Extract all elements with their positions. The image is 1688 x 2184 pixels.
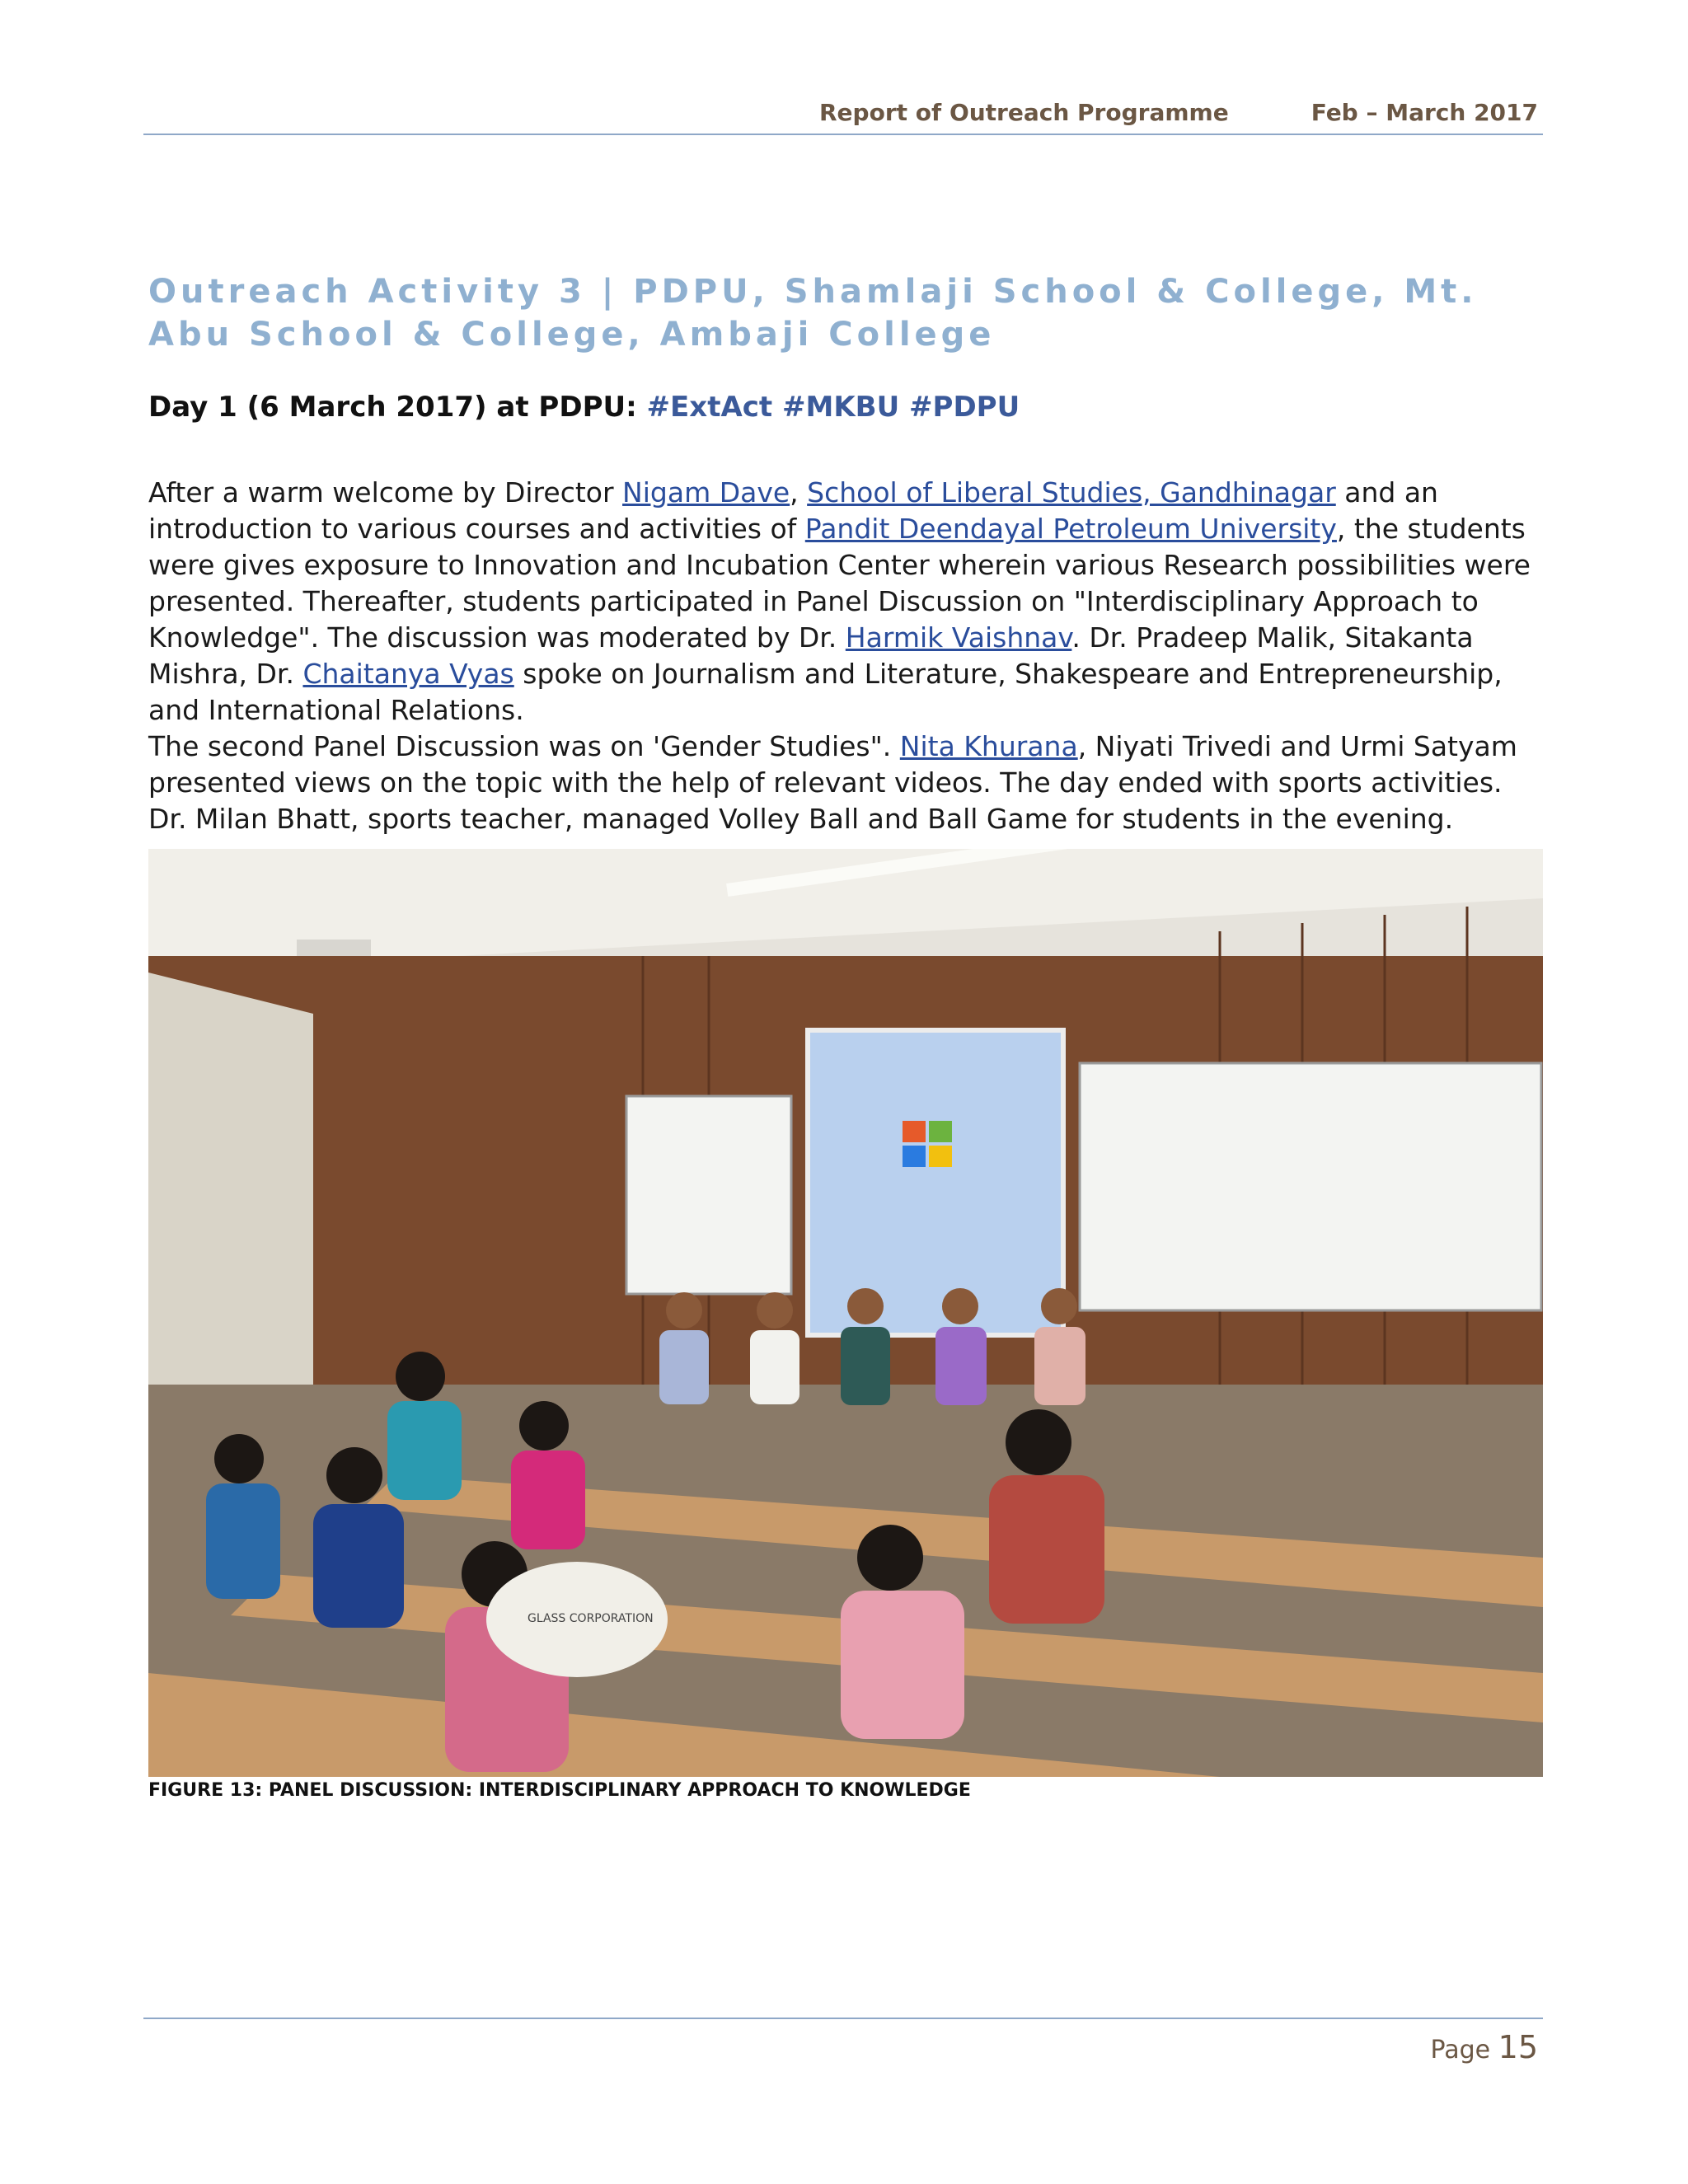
figure-caption: FIGURE 13: PANEL DISCUSSION: INTERDISCIPLINARY APPROACH TO KNOWLEDGE xyxy=(148,1780,971,1801)
text-run: , Niyati Trivedi and Urmi Satyam presented views on the topic with the help of relevant videos. The day ended with sports activities. Dr. Milan Bhatt, sports teacher, managed Volley Ball and Ball Game for students in the evening. xyxy=(148,730,1517,835)
link-nigam-dave[interactable]: Nigam Dave xyxy=(622,476,790,509)
day-label: Day 1 (6 March 2017) at PDPU: xyxy=(148,391,637,424)
whiteboard-left xyxy=(626,1096,791,1294)
page-label: Page xyxy=(1430,2036,1491,2064)
page-footer xyxy=(143,2018,1543,2065)
page-number xyxy=(1430,2029,1538,2065)
photo-illustration xyxy=(148,849,1543,1777)
link-nita-khurana[interactable]: Nita Khurana xyxy=(899,730,1078,762)
panel-discussion-photo xyxy=(148,849,1543,1777)
text-run: , the students were gives exposure to Innovation and Incubation Center wherein various Research possibilities were presented. Thereafter, students participated in Panel Discussion on "Interdisciplinary Approach to Knowledge". The discussion was moderated by Dr. xyxy=(148,513,1531,654)
text-run: , xyxy=(790,476,808,509)
bag-text: GLASS CORPORATION xyxy=(528,1612,654,1625)
whiteboard-right xyxy=(1080,1063,1541,1310)
day-heading xyxy=(148,391,1020,424)
paragraph-1 xyxy=(148,475,1546,729)
hashtags: #ExtAct #MKBU #PDPU xyxy=(646,391,1020,424)
text-run: The second Panel Discussion was on 'Gender Studies". xyxy=(148,730,900,762)
link-school-of-liberal-studies[interactable]: School of Liberal Studies, Gandhinagar xyxy=(807,476,1336,509)
header-title: Report of Outreach Programme xyxy=(819,99,1229,126)
text-run: spoke on Journalism and Literature, Shakespeare and Entrepreneurship, and International Relations. xyxy=(148,658,1503,726)
paragraph-2 xyxy=(148,729,1546,837)
header-date: Feb – March 2017 xyxy=(1311,99,1538,126)
text-run: and an introduction to various courses and activities of xyxy=(148,476,1438,545)
projector-screen xyxy=(808,1030,1063,1335)
link-chaitanya-vyas[interactable]: Chaitanya Vyas xyxy=(302,658,514,690)
text-run: After a warm welcome by Director xyxy=(148,476,623,509)
link-harmik-vaishnav[interactable]: Harmik Vaishnav xyxy=(845,621,1072,654)
page-header xyxy=(143,97,1543,135)
section-title: Outreach Activity 3 | PDPU, Shamlaji School & College, Mt. Abu School & College, Ambaji College xyxy=(148,273,1478,354)
text-run: . Dr. Pradeep Malik, Sitakanta Mishra, Dr. xyxy=(148,621,1474,690)
body-text xyxy=(148,475,1546,837)
page-num: 15 xyxy=(1498,2029,1538,2065)
link-pdpu[interactable]: Pandit Deendayal Petroleum University xyxy=(804,513,1337,545)
